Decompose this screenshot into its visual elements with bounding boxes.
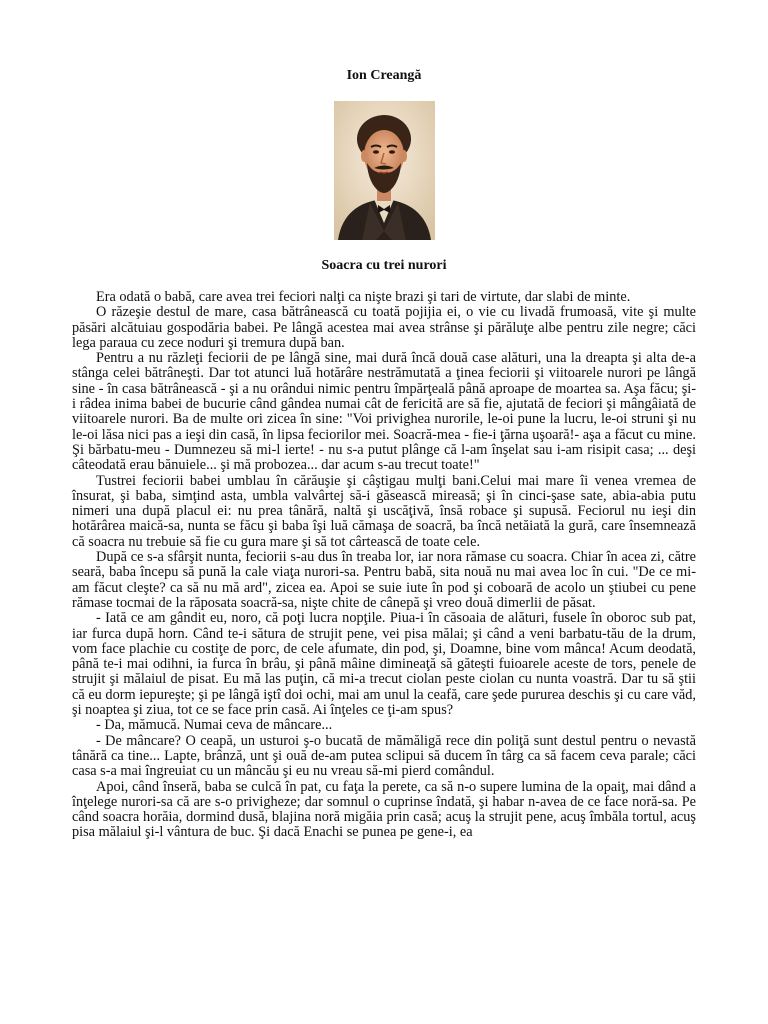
story-body (72, 290, 696, 841)
story-title: Soacra cu trei nurori (321, 258, 447, 273)
portrait-image (334, 101, 435, 240)
paragraph: O răzeşie destul de mare, casa bătrânească cu toată pojijia ei, o vie cu livadă frumoasă, vite şi multe păsări alcătuiau gospodăria babei. Pe lângă acestea mai avea strânse şi părăluţe albe pentru zile negre; căci lega paraua cu zece noduri şi tremura după ban. (72, 304, 696, 351)
author-name: Ion Creangă (346, 68, 422, 83)
paragraph: După ce s-a sfârşit nunta, feciorii s-au dus în treaba lor, iar nora rămase cu soacra. Chiar în acea zi, către seară, baba începu să pună la cale viaţa nurori-sa. Pentru babă, sita nouă nu mai avea loc în cui. "De ce mi-am făcut cleşte? ca să nu mă ard", zicea ea. Apoi se suie iute în pod şi coboară de acolo un ştiubei cu pene rămase tocmai de la răposata soacră-sa, nişte chite de cânepă şi vreo două dimerlii de păsat. (72, 549, 696, 611)
paragraph: Tustrei feciorii babei umblau în cărăuşie şi câştigau mulţi bani.Celui mai mare îi venea vremea de însurat, şi baba, simţind asta, umbla valvârtej să-i găsească mireasă; şi în cinci-şase sate, abia-abia putu nimeri una după placul ei: nu prea tânără, naltă şi uscăţivă, însă robace şi supusă. Feciorul nu ieşi din hotărârea maică-sa, nunta se făcu şi baba îşi luă cămaşa de soacră, ba încă netăiată la gură, care însemnează că soacra nu trebuie să fie cu gura mare şi să tot cârtească de toate cele. (72, 472, 696, 550)
paragraph: - Iată ce am gândit eu, noro, că poţi lucra nopţile. Piua-i în căsoaia de alături, fusele în oboroc sub pat, iar furca după horn. Când te-i sătura de strujit pene, vei pisa mălai; şi când a veni barbatu-tău de la drum, vom face plachie cu costiţe de porc, de cele afumate, din pod, şi, Doamne, bine vom mânca! Acum deodată, până te-i mai odihni, ia furca în brâu, şi până mâine dimineaţă să găteşti fuioarele aceste de tors, penele de strujit şi mălaiul de pisat. Eu mă las puţin, că mi-a trecut ciolan peste ciolan cu nunta voastră. Dar tu să ştii că eu dorm iepureşte; şi pe lângă iştî doi ochi, mai am unul la ceafă, care şede pururea deschis şi cu care văd, şi noaptea şi ziua, tot ce se face prin casă. Ai înţeles ce ţi-am spus? (72, 610, 696, 719)
paragraph: Era odată o babă, care avea trei feciori nalţi ca nişte brazi şi tari de virtute, dar slabi de minte. (96, 289, 631, 305)
paragraph: Pentru a nu răzleţi feciorii de pe lângă sine, mai dură încă două case alături, una la dreapta şi alta de-a stânga celei bătrâneşti. Dar tot atunci luă hotărâre nestrămutată a ţinea feciorii şi viitoarele nurori pe lângă sine - în casa bătrânească - şi a nu orândui nimic pentru împărţeală până aproape de moartea sa. Aşa făcu; şi-i râdea inima babei de bucurie când gândea numai cât de fericită are să fie, ajutată de feciori şi mângâiată de viitoarele nurori. Ba de multe ori zicea în sine: "Voi privighea nurorile, le-oi pune la lucru, le-oi struni şi nu le-oi lăsa nici pas a ieşi din casă, în lipsa feciorilor mei. Soacră-mea - fie-i ţărna uşoară!- aşa a făcut cu mine. Şi bărbatu-meu - Dumnezeu să mi-l ierte! - nu s-a putut plânge că l-am înşelat sau i-am risipit casa; ... deşi câteodată erau bănuiele... şi mă probozea... dar acum s-au trecut toate!" (72, 350, 696, 474)
author-portrait (334, 101, 435, 240)
paragraph: Apoi, când înseră, baba se culcă în pat, cu faţa la perete, ca să n-o supere lumina de la opaiţ, mai dând a înţelege nurori-sa că are s-o privigheze; dar somnul o cuprinse îndată, şi habar n-avea de ce face noră-sa. Pe când soacra horăia, dormind dusă, blajina noră migăia prin casă; acuş la strujit pene, acuş îmbăla tortul, acuş pisa mălaiul şi-l vântura de buc. Şi dacă Enachi se punea pe gene-i, ea (72, 778, 696, 841)
paragraph: - De mâncare? O ceapă, un usturoi ş-o bucată de mămăligă rece din poliţă sunt destul pentru o nevastă tânără ca tine... Lapte, brânză, unt şi ouă de-am putea sclipui să ducem în târg ca să facem ceva parale; căci casa s-a mai îngreuiat cu un mâncău şi eu nu vreau să-mi pierd comândul. (72, 732, 696, 780)
paragraph: - Da, mămucă. Numai ceva de mâncare... (96, 717, 333, 734)
